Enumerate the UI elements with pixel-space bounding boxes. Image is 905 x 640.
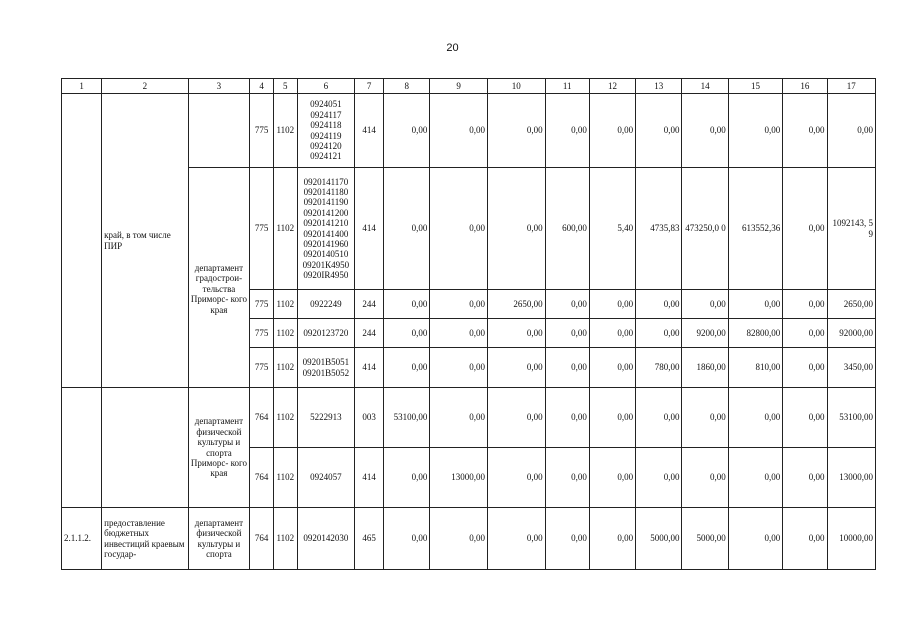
value-cell: 0,00 xyxy=(783,508,827,570)
code-list-cell xyxy=(297,94,355,168)
value-cell: 0,00 xyxy=(487,94,545,168)
value-cell: 0,00 xyxy=(783,290,827,319)
code-item: 0920141200 xyxy=(303,207,349,218)
code-item: 0920142030 xyxy=(303,533,349,544)
code-item: 0920141190 xyxy=(303,197,349,208)
code-item: 0920141210 xyxy=(303,218,349,229)
table-cell: 1102 xyxy=(273,388,297,448)
table-cell: 465 xyxy=(355,508,384,570)
table-cell: 1102 xyxy=(273,348,297,388)
budget-table xyxy=(61,78,876,570)
code-list-cell xyxy=(297,508,355,570)
value-cell: 0,00 xyxy=(430,94,488,168)
value-cell: 0,00 xyxy=(430,290,488,319)
value-cell: 9200,00 xyxy=(682,319,728,348)
table-row xyxy=(62,94,876,168)
value-cell: 0,00 xyxy=(487,388,545,448)
table-cell: 775 xyxy=(250,348,274,388)
column-header: 11 xyxy=(545,79,589,94)
value-cell: 13000,00 xyxy=(827,448,875,508)
code-item: 0920141170 xyxy=(303,176,349,187)
value-cell: 10000,00 xyxy=(827,508,875,570)
column-header: 7 xyxy=(355,79,384,94)
value-cell: 2650,00 xyxy=(487,290,545,319)
table-cell: 1102 xyxy=(273,448,297,508)
code-item: 0924120 xyxy=(310,140,342,151)
value-cell: 0,00 xyxy=(636,388,682,448)
value-cell: 1860,00 xyxy=(682,348,728,388)
value-cell: 0,00 xyxy=(384,508,430,570)
code-item: 0920140510 xyxy=(303,249,349,260)
code-item: 0924057 xyxy=(310,472,342,483)
table-cell: 244 xyxy=(355,290,384,319)
table-cell: 775 xyxy=(250,168,274,290)
row-number-cell xyxy=(62,388,102,508)
value-cell: 0,00 xyxy=(384,319,430,348)
value-cell: 0,00 xyxy=(545,508,589,570)
table-cell: 764 xyxy=(250,448,274,508)
code-list-cell xyxy=(297,348,355,388)
code-item: 0924118 xyxy=(310,120,342,131)
code-item: 5222913 xyxy=(310,412,342,423)
code-list-cell xyxy=(297,168,355,290)
value-cell: 13000,00 xyxy=(430,448,488,508)
value-cell: 0,00 xyxy=(589,388,635,448)
value-cell: 0,00 xyxy=(589,94,635,168)
value-cell: 2650,00 xyxy=(827,290,875,319)
code-list-cell xyxy=(297,319,355,348)
code-item: 09201B5051 xyxy=(302,357,350,368)
table-cell: 414 xyxy=(355,168,384,290)
value-cell: 0,00 xyxy=(545,388,589,448)
code-item: 09201К4950 xyxy=(302,259,350,270)
value-cell: 0,00 xyxy=(487,508,545,570)
value-cell: 0,00 xyxy=(384,94,430,168)
value-cell: 600,00 xyxy=(545,168,589,290)
value-cell: 0,00 xyxy=(430,348,488,388)
value-cell: 0,00 xyxy=(827,94,875,168)
code-item: 0924117 xyxy=(310,109,342,120)
code-item: 0920141400 xyxy=(303,228,349,239)
column-header: 14 xyxy=(682,79,728,94)
column-header: 10 xyxy=(487,79,545,94)
value-cell: 780,00 xyxy=(636,348,682,388)
table-cell: 775 xyxy=(250,319,274,348)
value-cell: 0,00 xyxy=(384,168,430,290)
value-cell: 5000,00 xyxy=(636,508,682,570)
value-cell: 0,00 xyxy=(545,348,589,388)
value-cell: 0,00 xyxy=(783,319,827,348)
column-header: 3 xyxy=(188,79,250,94)
value-cell: 0,00 xyxy=(384,290,430,319)
value-cell: 0,00 xyxy=(682,388,728,448)
column-header: 9 xyxy=(430,79,488,94)
value-cell: 0,00 xyxy=(487,448,545,508)
organization-cell xyxy=(188,94,250,168)
value-cell: 0,00 xyxy=(636,290,682,319)
organization-cell: департамент физической культуры и спорта Приморс- кого края xyxy=(188,388,250,508)
value-cell: 3450,00 xyxy=(827,348,875,388)
value-cell: 0,00 xyxy=(682,448,728,508)
value-cell: 0,00 xyxy=(545,448,589,508)
row-number-cell xyxy=(62,94,102,388)
value-cell: 0,00 xyxy=(430,508,488,570)
table-cell: 414 xyxy=(355,348,384,388)
code-list-cell xyxy=(297,448,355,508)
page-number: 20 xyxy=(446,42,459,54)
code-item: 0924119 xyxy=(310,130,342,141)
value-cell: 1092143, 59 xyxy=(827,168,875,290)
row-description-cell: край, в том числе ПИР xyxy=(102,94,188,388)
value-cell: 0,00 xyxy=(589,290,635,319)
value-cell: 92000,00 xyxy=(827,319,875,348)
column-header: 12 xyxy=(589,79,635,94)
value-cell: 0,00 xyxy=(682,94,728,168)
column-header: 17 xyxy=(827,79,875,94)
table-cell: 003 xyxy=(355,388,384,448)
value-cell: 0,00 xyxy=(430,388,488,448)
value-cell: 4735,83 xyxy=(636,168,682,290)
table-cell: 414 xyxy=(355,94,384,168)
value-cell: 5,40 xyxy=(589,168,635,290)
table-cell: 775 xyxy=(250,290,274,319)
value-cell: 0,00 xyxy=(384,348,430,388)
value-cell: 0,00 xyxy=(783,94,827,168)
value-cell: 0,00 xyxy=(636,319,682,348)
value-cell: 613552,36 xyxy=(728,168,783,290)
value-cell: 0,00 xyxy=(430,168,488,290)
column-header: 15 xyxy=(728,79,783,94)
column-header: 5 xyxy=(273,79,297,94)
table-cell: 1102 xyxy=(273,319,297,348)
code-list-cell xyxy=(297,290,355,319)
value-cell: 0,00 xyxy=(728,388,783,448)
code-item: 0920123720 xyxy=(303,327,349,338)
value-cell: 0,00 xyxy=(545,319,589,348)
code-item: 0924051 xyxy=(310,99,342,110)
value-cell: 0,00 xyxy=(783,168,827,290)
value-cell: 0,00 xyxy=(728,290,783,319)
column-header: 8 xyxy=(384,79,430,94)
column-header: 1 xyxy=(62,79,102,94)
code-item: 09201B5052 xyxy=(302,367,350,378)
value-cell: 0,00 xyxy=(728,448,783,508)
organization-cell: департамент градострои- тельства Приморс- кого края xyxy=(188,168,250,388)
value-cell: 0,00 xyxy=(384,448,430,508)
item-number-cell: 2.1.1.2. xyxy=(62,508,102,570)
value-cell: 0,00 xyxy=(589,448,635,508)
table-cell: 764 xyxy=(250,508,274,570)
code-item: 0920IR4950 xyxy=(303,269,349,280)
table-cell: 1102 xyxy=(273,94,297,168)
code-list-cell xyxy=(297,388,355,448)
item-description-cell: предоставление бюджетных инвестиций краевым государ- xyxy=(102,508,188,570)
code-item: 0920141180 xyxy=(303,187,349,198)
value-cell: 0,00 xyxy=(487,168,545,290)
value-cell: 0,00 xyxy=(487,319,545,348)
row-description-cell xyxy=(102,388,188,508)
column-header: 2 xyxy=(102,79,188,94)
value-cell: 0,00 xyxy=(545,290,589,319)
code-item: 0920141960 xyxy=(303,238,349,249)
value-cell: 82800,00 xyxy=(728,319,783,348)
table-cell: 764 xyxy=(250,388,274,448)
table-cell: 244 xyxy=(355,319,384,348)
value-cell: 5000,00 xyxy=(682,508,728,570)
code-item: 0922249 xyxy=(310,298,342,309)
table-row xyxy=(62,388,876,448)
value-cell: 0,00 xyxy=(636,94,682,168)
organization-cell: департамент физической культуры и спорта xyxy=(188,508,250,570)
code-item: 0924121 xyxy=(310,151,342,162)
value-cell: 0,00 xyxy=(589,508,635,570)
value-cell: 53100,00 xyxy=(827,388,875,448)
column-header: 16 xyxy=(783,79,827,94)
table-cell: 1102 xyxy=(273,290,297,319)
value-cell: 0,00 xyxy=(487,348,545,388)
table-cell: 1102 xyxy=(273,168,297,290)
table-row xyxy=(62,508,876,570)
value-cell: 473250,0 0 xyxy=(682,168,728,290)
column-header: 6 xyxy=(297,79,355,94)
table-cell: 1102 xyxy=(273,508,297,570)
value-cell: 0,00 xyxy=(682,290,728,319)
value-cell: 53100,00 xyxy=(384,388,430,448)
value-cell: 0,00 xyxy=(728,94,783,168)
column-header: 4 xyxy=(250,79,274,94)
value-cell: 0,00 xyxy=(783,348,827,388)
value-cell: 0,00 xyxy=(636,448,682,508)
table-header-row xyxy=(62,79,876,94)
value-cell: 0,00 xyxy=(783,448,827,508)
value-cell: 0,00 xyxy=(589,348,635,388)
value-cell: 0,00 xyxy=(783,388,827,448)
value-cell: 0,00 xyxy=(589,319,635,348)
value-cell: 810,00 xyxy=(728,348,783,388)
value-cell: 0,00 xyxy=(430,319,488,348)
column-header: 13 xyxy=(636,79,682,94)
table-cell: 775 xyxy=(250,94,274,168)
value-cell: 0,00 xyxy=(545,94,589,168)
value-cell: 0,00 xyxy=(728,508,783,570)
table-cell: 414 xyxy=(355,448,384,508)
